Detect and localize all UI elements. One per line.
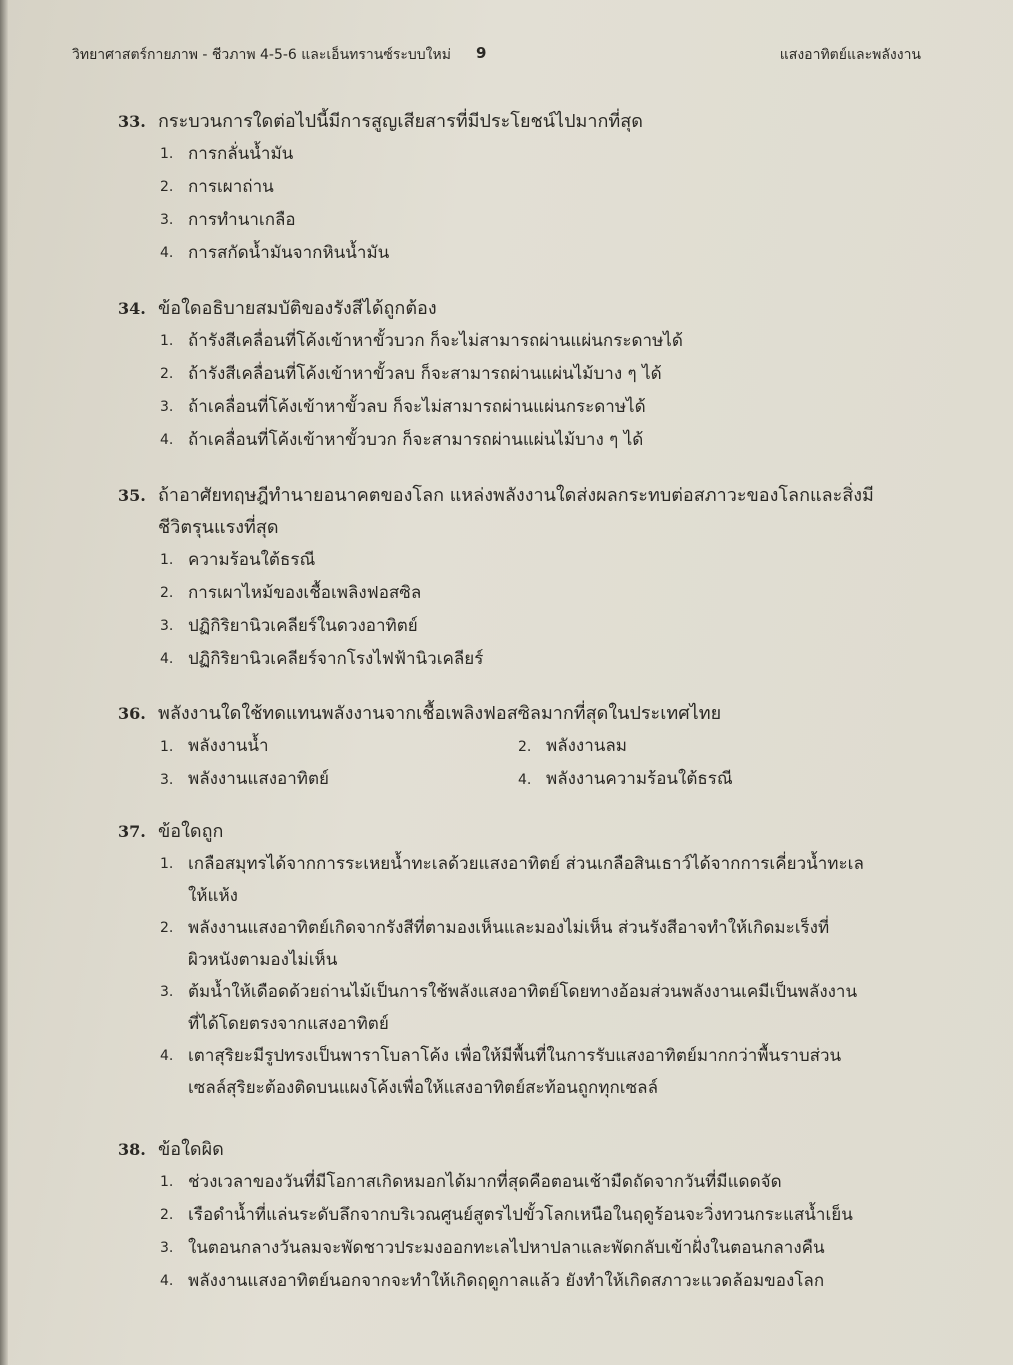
option: 1. ช่วงเวลาของวันที่มีโอกาสเกิดหมอกได้มากที่สุดคือตอนเช้ามืดถัดจากวันที่มีแดดจัด bbox=[160, 1172, 782, 1192]
book-spine-shadow bbox=[0, 0, 8, 1365]
question-number: 33. bbox=[118, 112, 146, 131]
question-36 bbox=[118, 698, 921, 796]
question-text: ข้อใดอธิบายสมบัติของรังสีได้ถูกต้อง bbox=[158, 298, 437, 319]
question-35 bbox=[118, 480, 921, 676]
option: 2. การเผาไหม้ของเชื้อเพลิงฟอสซิล bbox=[160, 583, 422, 603]
running-header bbox=[72, 44, 921, 68]
option: 3. พลังงานแสงอาทิตย์ bbox=[160, 769, 329, 789]
question-number: 34. bbox=[118, 299, 146, 318]
option: 3. ถ้าเคลื่อนที่โค้งเข้าหาขั้วลบ ก็จะไม่สามารถผ่านแผ่นกระดาษได้ bbox=[160, 397, 646, 417]
option: 1. เกลือสมุทรได้จากการระเหยน้ำทะเลด้วยแสงอาทิตย์ ส่วนเกลือสินเธาว์ได้จากการเคี่ยวน้ำทะเล ให้แห้ง bbox=[160, 854, 864, 906]
option: 3. การทำนาเกลือ bbox=[160, 210, 296, 230]
option: 4. ปฏิกิริยานิวเคลียร์จากโรงไฟฟ้านิวเคลียร์ bbox=[160, 649, 484, 669]
question-34 bbox=[118, 293, 921, 457]
option: 1. ถ้ารังสีเคลื่อนที่โค้งเข้าหาขั้วบวก ก็จะไม่สามารถผ่านแผ่นกระดาษได้ bbox=[160, 331, 683, 351]
question-number: 36. bbox=[118, 704, 146, 723]
option: 4. พลังงานแสงอาทิตย์นอกจากจะทำให้เกิดฤดูกาลแล้ว ยังทำให้เกิดสภาวะแวดล้อมของโลก bbox=[160, 1271, 825, 1291]
question-33 bbox=[118, 106, 921, 270]
option: 1. ความร้อนใต้ธรณี bbox=[160, 550, 316, 570]
option: 2. เรือดำน้ำที่แล่นระดับลึกจากบริเวณศูนย์สูตรไปขั้วโลกเหนือในฤดูร้อนจะวิ่งทวนกระแสน้ำเย็น bbox=[160, 1205, 853, 1225]
option: 4. พลังงานความร้อนใต้ธรณี bbox=[518, 769, 733, 789]
option: 2. พลังงานแสงอาทิตย์เกิดจากรังสีที่ตามองเห็นและมองไม่เห็น ส่วนรังสีอาจทำให้เกิดมะเร็งที่ ผิวหนังตามองไม่เห็น bbox=[160, 918, 830, 970]
option: 2. พลังงานลม bbox=[518, 736, 628, 756]
page-number: 9 bbox=[476, 44, 487, 62]
question-text-line-1: ถ้าอาศัยทฤษฎีทำนายอนาคตของโลก แหล่งพลังงานใดส่งผลกระทบต่อสภาวะของโลกและสิ่งมี bbox=[158, 485, 874, 506]
question-number: 37. bbox=[118, 822, 146, 841]
option: 4. ถ้าเคลื่อนที่โค้งเข้าหาขั้วบวก ก็จะสามารถผ่านแผ่นไม้บาง ๆ ได้ bbox=[160, 430, 644, 450]
option: 4. เตาสุริยะมีรูปทรงเป็นพาราโบลาโค้ง เพื่อให้มีพื้นที่ในการรับแสงอาทิตย์มากกว่าพื้นราบส่วน เซลล์สุริยะต้องติดบนแผงโค้งเพื่อให้แสงอาทิตย์สะท้อนถูกทุกเซลล์ bbox=[160, 1046, 842, 1098]
header-chapter-title: แสงอาทิตย์และพลังงาน bbox=[779, 47, 921, 63]
question-number: 35. bbox=[118, 486, 146, 505]
option: 4. การสกัดน้ำมันจากหินน้ำมัน bbox=[160, 243, 390, 263]
option: 3. ปฏิกิริยานิวเคลียร์ในดวงอาทิตย์ bbox=[160, 616, 418, 636]
question-text: ข้อใดผิด bbox=[158, 1139, 224, 1160]
question-text: พลังงานใดใช้ทดแทนพลังงานจากเชื้อเพลิงฟอสซิลมากที่สุดในประเทศไทย bbox=[158, 703, 722, 724]
question-text: กระบวนการใดต่อไปนี้มีการสูญเสียสารที่มีประโยชน์ไปมากที่สุด bbox=[158, 111, 643, 132]
option: 1. การกลั่นน้ำมัน bbox=[160, 144, 294, 164]
option: 1. พลังงานน้ำ bbox=[160, 736, 269, 756]
header-book-title: วิทยาศาสตร์กายภาพ - ชีวภาพ 4-5-6 และเอ็นทรานซ์ระบบใหม่ bbox=[72, 47, 451, 63]
option: 2. การเผาถ่าน bbox=[160, 177, 274, 197]
question-text: ข้อใดถูก bbox=[158, 821, 224, 842]
question-37 bbox=[118, 816, 921, 1104]
option: 2. ถ้ารังสีเคลื่อนที่โค้งเข้าหาขั้วลบ ก็จะสามารถผ่านแผ่นไม้บาง ๆ ได้ bbox=[160, 364, 662, 384]
question-number: 38. bbox=[118, 1140, 146, 1159]
question-38 bbox=[118, 1134, 921, 1298]
option: 3. ต้มน้ำให้เดือดด้วยถ่านไม้เป็นการใช้พลังแสงอาทิตย์โดยทางอ้อมส่วนพลังงานเคมีเป็นพลังงาน ที่ได้โดยตรงจากแสงอาทิตย์ bbox=[160, 982, 858, 1034]
option: 3. ในตอนกลางวันลมจะพัดชาวประมงออกทะเลไปหาปลาและพัดกลับเข้าฝั่งในตอนกลางคืน bbox=[160, 1238, 825, 1258]
question-text-line-2: ชีวิตรุนแรงที่สุด bbox=[158, 517, 279, 538]
